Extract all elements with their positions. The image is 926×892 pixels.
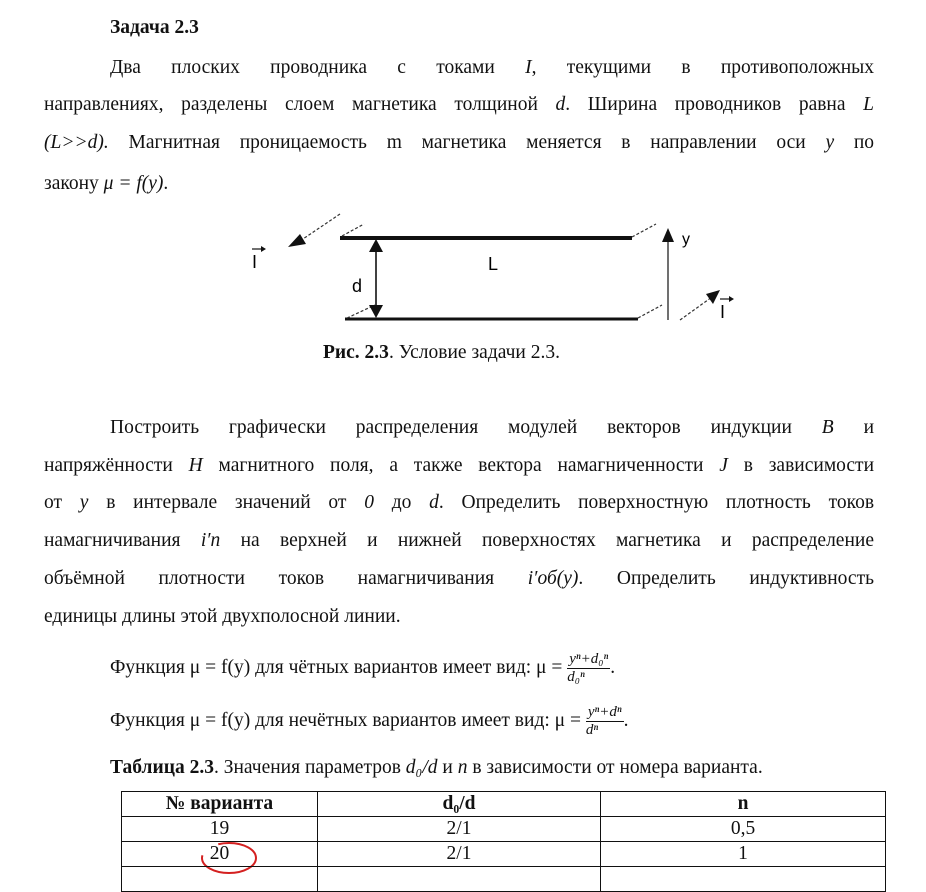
text-line: закону μ = f(y). — [44, 173, 169, 194]
label-current-right: I — [720, 302, 726, 322]
label-y-axis: y — [682, 231, 690, 248]
figure-caption: Рис. 2.3. Условие задачи 2.3. — [323, 342, 560, 363]
header-variant: № варианта — [122, 792, 318, 817]
cell-variant: 19 — [122, 817, 318, 842]
text-line: Построить графически распределения модулей векторов индукции B и — [110, 417, 875, 438]
text-line: Два плоских проводника с токами I, текущими в противоположных — [110, 57, 875, 78]
table-header-row — [122, 792, 886, 817]
label-length: L — [488, 254, 499, 274]
current-arrow-right — [680, 297, 712, 320]
cell-n: 1 — [601, 842, 886, 867]
header-n: n — [601, 792, 886, 817]
text-line: направлениях, разделены слоем магнетика толщиной d. Ширина проводников равна L — [44, 94, 875, 115]
table-row — [122, 817, 886, 842]
label-current-left: I — [252, 252, 258, 272]
text-line: единицы длины этой двухполосной линии. — [44, 606, 401, 627]
function-odd: Функция μ = f(y) для нечётных вариантов имеет вид: μ = $\frac{\text{yⁿ+dⁿ}}{\text{dⁿ}}$ . — [110, 704, 629, 739]
text-line: объёмной плотности токов намагничивания i′об(y). Определить индуктивность — [44, 568, 874, 589]
cell-d0-d: 2/1 — [318, 817, 601, 842]
table-caption: Таблица 2.3. Значения параметров d₀/d и n в зависимости от номера варианта. — [110, 757, 763, 778]
text-line: намагничивания i′п на верхней и нижней поверхностях магнетика и распределение — [44, 530, 874, 551]
arrowhead-icon — [288, 234, 306, 247]
cell-n: 0,5 — [601, 817, 886, 842]
text-line: напряжённости H магнитного поля, а также вектора намагниченности J в зависимости — [44, 455, 875, 476]
arrowhead-icon — [706, 290, 720, 304]
parameters-table — [121, 791, 886, 892]
current-arrow-left — [300, 214, 340, 241]
cell-d0-d: 2/1 — [318, 842, 601, 867]
text-line: (L>>d). Магнитная проницаемость m магнетика меняется в направлении оси y по — [44, 132, 875, 153]
table-row — [122, 842, 886, 867]
header-d0-d: d₀/d — [318, 792, 601, 817]
cell-variant: 20 — [122, 842, 318, 867]
task-title: Задача 2.3 — [110, 17, 199, 38]
function-even: Функция μ = f(y) для чётных вариантов имеет вид: μ = $\frac{\text{yⁿ+d₀ⁿ}}{\text{d₀ⁿ}}$ . — [110, 651, 616, 686]
label-thickness: d — [352, 276, 363, 296]
text-line: от y в интервале значений от 0 до d. Определить поверхностную плотность токов — [44, 492, 875, 513]
